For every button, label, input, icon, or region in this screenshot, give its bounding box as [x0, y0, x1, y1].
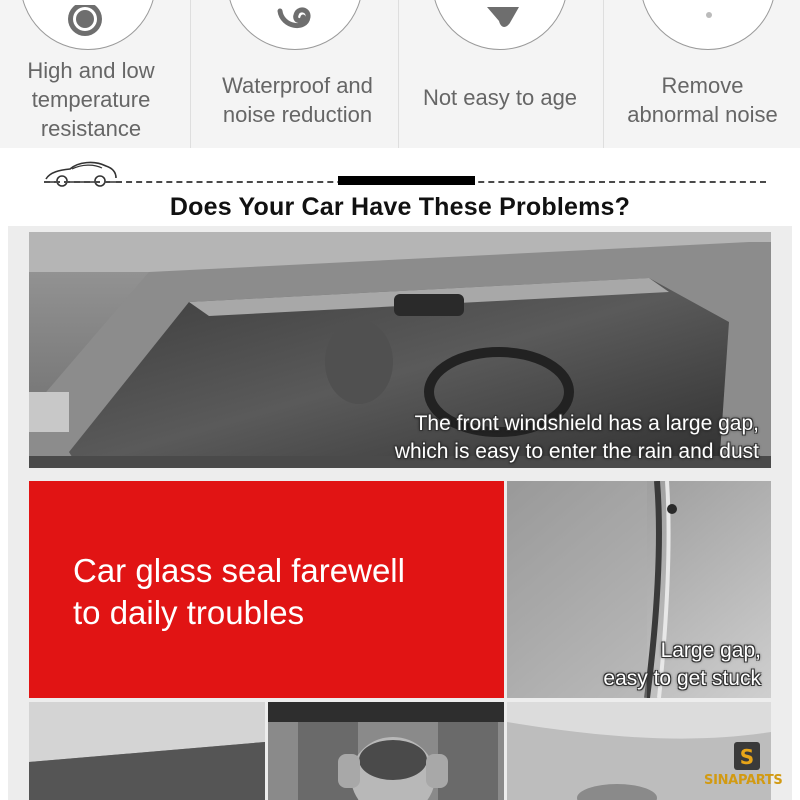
- feature-icon-circle: [432, 0, 568, 50]
- features-strip: [0, 0, 800, 148]
- feature-icon-circle: [20, 0, 156, 50]
- windshield-caption: The front windshield has a large gap, which is easy to enter the rain and dust: [394, 412, 759, 463]
- sinaparts-logo-icon: [700, 740, 794, 798]
- svg-text:S: S: [739, 745, 755, 769]
- feature-label: High and low temperature resistance: [27, 58, 155, 141]
- dot-circle-icon: [65, 5, 105, 41]
- feature-waterproof: [200, 0, 395, 148]
- feature-label: Waterproof and noise reduction: [222, 73, 373, 127]
- feature-label: Not easy to age: [422, 85, 578, 110]
- seal-gap-caption: Large gap, easy to get stuck: [603, 639, 761, 690]
- brand-name: SINAPARTS: [704, 773, 783, 788]
- feature-icon-circle: [227, 0, 363, 50]
- feature-icon-circle: [640, 0, 776, 50]
- spiral-icon: [272, 5, 320, 45]
- dashed-divider: [44, 181, 110, 183]
- divider: [603, 0, 604, 148]
- seal-gap-photo: [507, 481, 771, 698]
- feature-label: Remove abnormal noise: [627, 73, 778, 127]
- sound-icon: [689, 7, 729, 37]
- cabin-photo: [29, 702, 265, 800]
- feature-aging: [400, 0, 600, 148]
- divider: [190, 0, 191, 148]
- promo-banner-text: Car glass seal farewell to daily troubles: [73, 552, 405, 631]
- divider: [398, 0, 399, 148]
- feature-noise: [605, 0, 800, 148]
- section-title: Does Your Car Have These Problems?: [169, 193, 631, 221]
- feature-temperature: [0, 0, 182, 148]
- car-logo-icon: [42, 158, 120, 188]
- title-accent-bar: [338, 176, 475, 185]
- windshield-gap-photo: [29, 232, 771, 468]
- child-covering-ears-photo: [268, 702, 504, 800]
- seal-icon: [481, 3, 525, 43]
